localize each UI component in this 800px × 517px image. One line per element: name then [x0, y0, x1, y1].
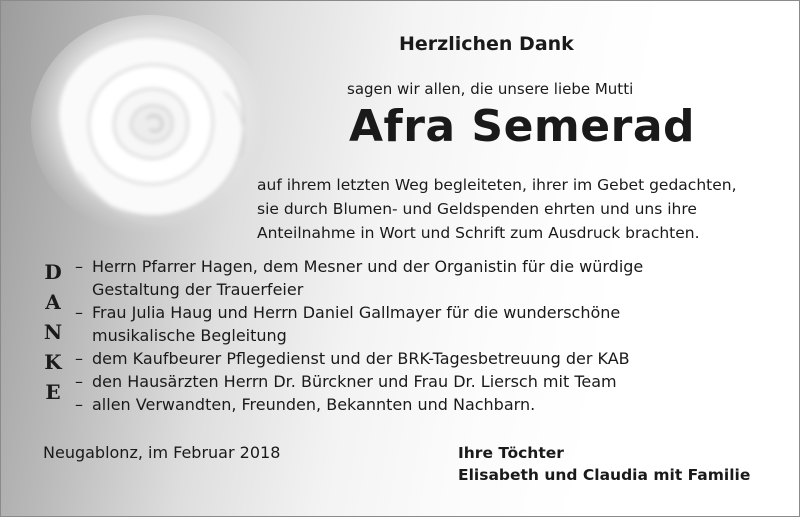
list-item-line: Frau Julia Haug und Herrn Daniel Gallmayer für die wunderschöne	[92, 303, 621, 322]
danke-letter: N	[43, 320, 63, 344]
list-item-line: Gestaltung der Trauerfeier	[92, 280, 304, 299]
paragraph-line: auf ihrem letzten Weg begleiteten, ihrer im Gebet gedachten,	[257, 176, 737, 194]
dash-bullet: –	[75, 257, 83, 276]
list-item	[75, 347, 643, 370]
signature-line: Elisabeth und Claudia mit Familie	[458, 466, 751, 484]
thanks-list	[75, 255, 643, 416]
paragraph-line: sie durch Blumen- und Geldspenden ehrten und uns ihre	[257, 200, 697, 218]
list-item	[75, 301, 643, 347]
danke-letter: E	[45, 380, 61, 404]
heading-subtitle: sagen wir allen, die unsere liebe Mutti	[347, 80, 634, 98]
danke-letter: A	[45, 290, 61, 314]
dash-bullet: –	[75, 349, 83, 368]
thanks-paragraph	[257, 173, 761, 245]
paragraph-line: Anteilnahme in Wort und Schrift zum Ausdruck brachten.	[257, 224, 700, 242]
list-item-line: dem Kaufbeurer Pflegedienst und der BRK-Tagesbetreuung der KAB	[92, 349, 630, 368]
list-item-line: Herrn Pfarrer Hagen, dem Mesner und der Organistin für die würdige	[92, 257, 644, 276]
list-item-line: musikalische Begleitung	[92, 326, 287, 345]
list-item-line: den Hausärzten Herrn Dr. Bürckner und Frau Dr. Liersch mit Team	[92, 372, 617, 391]
heading-title: Herzlichen Dank	[399, 33, 574, 55]
signature-line: Ihre Töchter	[458, 444, 564, 462]
list-item-line: allen Verwandten, Freunden, Bekannten und Nachbarn.	[92, 395, 536, 414]
list-item	[75, 255, 643, 301]
danke-letter: D	[44, 260, 62, 284]
list-item	[75, 370, 643, 393]
danke-vertical-word	[41, 257, 65, 407]
place-date: Neugablonz, im Februar 2018	[43, 443, 281, 462]
list-item	[75, 393, 643, 416]
danke-letter: K	[44, 350, 62, 374]
dash-bullet: –	[75, 372, 83, 391]
deceased-name: Afra Semerad	[349, 101, 696, 152]
rose-image	[19, 7, 279, 257]
dash-bullet: –	[75, 303, 83, 322]
dash-bullet: –	[75, 395, 83, 414]
